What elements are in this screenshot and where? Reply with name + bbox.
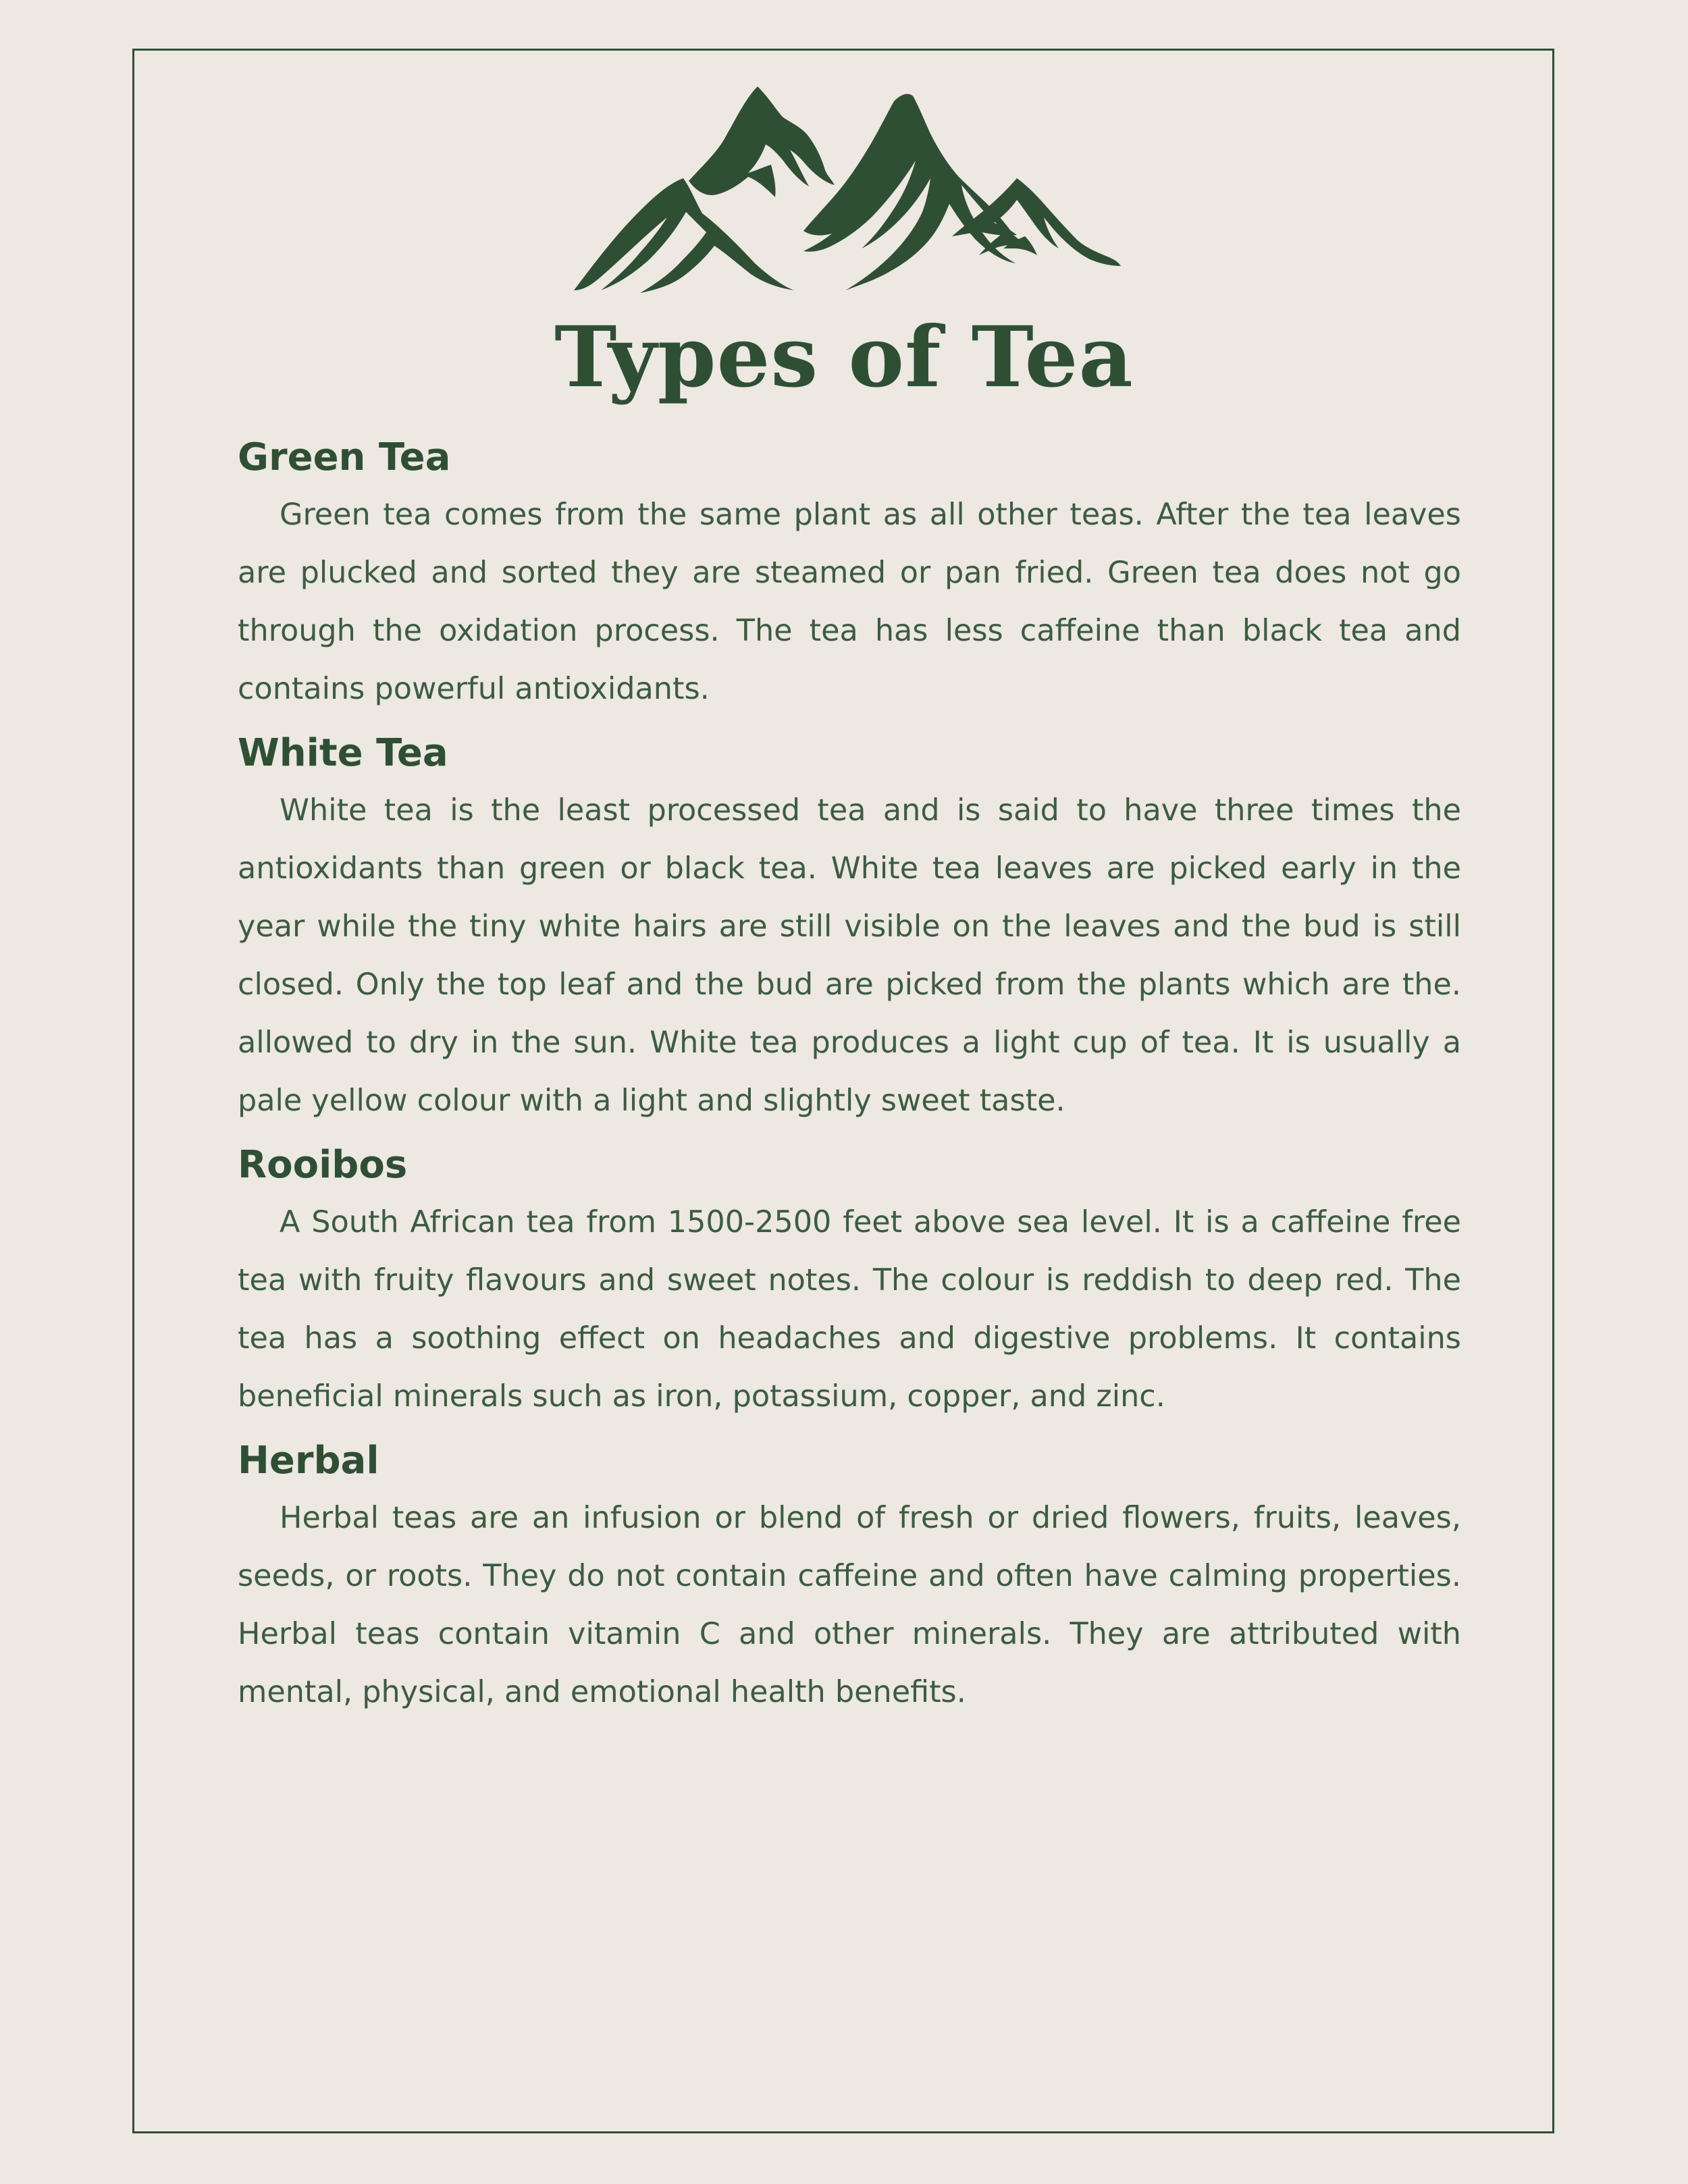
page-title: Types of Tea [554,309,1134,406]
document-body [238,425,1461,1724]
section-green-tea [238,425,1461,718]
section-paragraph: Green tea comes from the same plant as all other teas. After the tea leaves are plucked and sorted they are steamed or pan fried. Green tea does not go through the oxidation process. The tea has less caffeine than black tea and contains powerful antioxidants. [238,498,1461,706]
section-white-tea [238,721,1461,1130]
section-paragraph: Herbal teas are an infusion or blend of fresh or dried flowers, fruits, leaves, seeds, or roots. They do not contain caffeine and often have calming properties. Herbal teas contain vitamin C and other minerals. They are attributed with mental, physical, and emotional health benefits. [238,1501,1461,1709]
section-rooibos [238,1133,1461,1426]
section-heading: Rooibos [238,1143,408,1187]
section-heading: Herbal [238,1439,379,1483]
section-heading: Green Tea [238,435,451,479]
mountain-range-icon [574,86,1121,296]
section-paragraph: White tea is the least processed tea and is said to have three times the antioxidants than green or black tea. White tea leaves are picked early in the year while the tiny white hairs are still visible on the leaves and the bud is still closed. Only the top leaf and the bud are picked from the plants which are the. allowed to dry in the sun. White tea produces a light cup of tea. It is usually a pale yellow colour with a light and slightly sweet taste. [238,793,1461,1118]
section-herbal [238,1429,1461,1722]
section-heading: White Tea [238,731,448,775]
section-paragraph: A South African tea from 1500-2500 feet above sea level. It is a caffeine free tea with fruity flavours and sweet notes. The colour is reddish to deep red. The tea has a soothing effect on headaches and digestive problems. It contains beneficial minerals such as iron, potassium, copper, and zinc. [238,1205,1461,1414]
